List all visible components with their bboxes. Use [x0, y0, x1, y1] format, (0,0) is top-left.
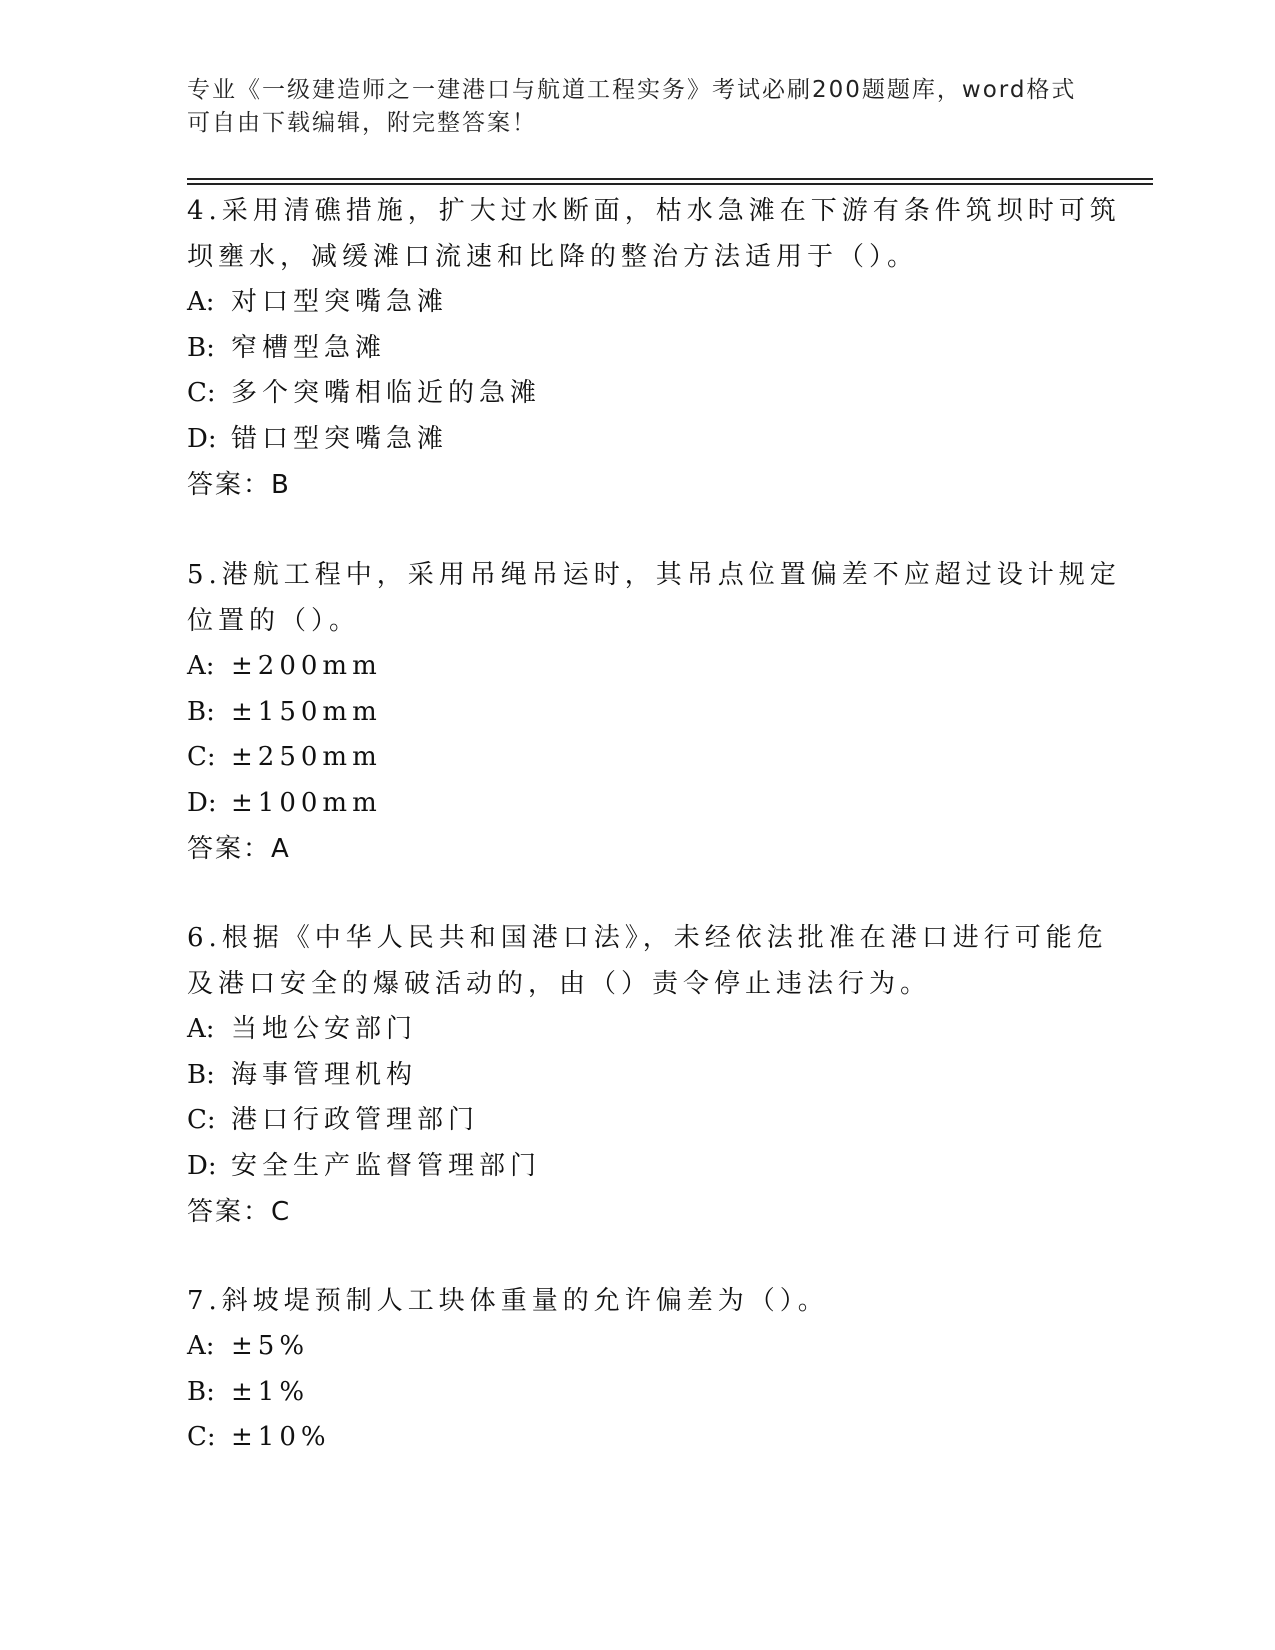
- question-6: [187, 915, 1108, 1235]
- option-key: D:: [187, 423, 217, 454]
- option-key: D:: [187, 787, 217, 818]
- answer-label: 答案：B: [187, 470, 291, 500]
- question-stem: [187, 188, 1121, 280]
- option-text: 当地公安部门: [231, 1014, 418, 1044]
- option-text: ±250mm: [231, 742, 382, 772]
- option-a: [187, 1007, 1067, 1053]
- option-key: A:: [187, 651, 215, 681]
- option-text: ±1%: [231, 1376, 310, 1407]
- question-stem: [187, 1278, 1067, 1324]
- option-b: [187, 690, 1067, 736]
- header-title-line-2: 可自由下载编辑，附完整答案！: [187, 110, 537, 136]
- option-text: 错口型突嘴急滩: [231, 423, 449, 454]
- question-5: [187, 552, 1121, 872]
- question-stem-line-2: 位置的（）。: [187, 606, 361, 636]
- option-key: C:: [187, 1105, 216, 1135]
- option-key: C:: [187, 742, 216, 772]
- option-a: [187, 1324, 1067, 1370]
- document-header: [187, 74, 1077, 140]
- option-text: ±5%: [231, 1331, 310, 1361]
- option-b: [187, 326, 1067, 372]
- option-b: [187, 1370, 1067, 1416]
- option-text: 多个突嘴相临近的急滩: [231, 378, 542, 408]
- option-key: C:: [187, 1422, 216, 1452]
- option-text: ±10%: [231, 1422, 331, 1452]
- option-text: 港口行政管理部门: [231, 1105, 480, 1135]
- header-divider-top: [187, 178, 1153, 180]
- option-key: C:: [187, 378, 216, 408]
- answer-label: 答案：A: [187, 834, 291, 864]
- option-c: [187, 371, 1067, 417]
- option-key: A:: [187, 287, 215, 317]
- option-key: B:: [187, 332, 215, 363]
- option-key: A:: [187, 1014, 215, 1044]
- option-c: [187, 1098, 1067, 1144]
- question-stem: [187, 915, 1108, 1007]
- option-text: 海事管理机构: [231, 1059, 418, 1090]
- option-key: B:: [187, 1376, 215, 1407]
- option-text: 对口型突嘴急滩: [231, 287, 449, 317]
- option-d: [187, 781, 1067, 827]
- question-4: [187, 188, 1121, 508]
- option-text: ±100mm: [231, 787, 382, 818]
- question-7: [187, 1278, 1067, 1461]
- option-c: [187, 735, 1067, 781]
- question-stem-line-2: 坝壅水，减缓滩口流速和比降的整治方法适用于（）。: [187, 242, 919, 272]
- option-text: ±200mm: [231, 651, 382, 681]
- question-stem-line-1: 4.采用清礁措施，扩大过水断面，枯水急滩在下游有条件筑坝时可筑: [187, 196, 1121, 226]
- option-key: B:: [187, 1059, 215, 1090]
- question-stem: [187, 552, 1121, 644]
- option-text: 窄槽型急滩: [231, 332, 387, 363]
- option-d: [187, 1144, 1067, 1190]
- option-text: ±150mm: [231, 696, 382, 727]
- option-c: [187, 1415, 1067, 1461]
- option-text: 安全生产监督管理部门: [231, 1150, 542, 1181]
- option-key: A:: [187, 1331, 215, 1361]
- question-stem-line-2: 及港口安全的爆破活动的，由（）责令停止违法行为。: [187, 969, 932, 999]
- question-stem-line-1: 6.根据《中华人民共和国港口法》，未经依法批准在港口进行可能危: [187, 923, 1108, 953]
- question-stem-line-1: 7.斜坡堤预制人工块体重量的允许偏差为（）。: [187, 1286, 829, 1316]
- option-key: B:: [187, 696, 215, 727]
- option-d: [187, 417, 1067, 463]
- option-key: D:: [187, 1150, 217, 1181]
- option-a: [187, 280, 1067, 326]
- option-a: [187, 644, 1067, 690]
- header-divider-bottom: [187, 183, 1153, 185]
- answer-label: 答案：C: [187, 1197, 292, 1227]
- question-stem-line-1: 5.港航工程中，采用吊绳吊运时，其吊点位置偏差不应超过设计规定: [187, 560, 1121, 590]
- option-b: [187, 1053, 1067, 1099]
- header-title-line-1: 专业《一级建造师之一建港口与航道工程实务》考试必刷200题题库，word格式: [187, 77, 1077, 103]
